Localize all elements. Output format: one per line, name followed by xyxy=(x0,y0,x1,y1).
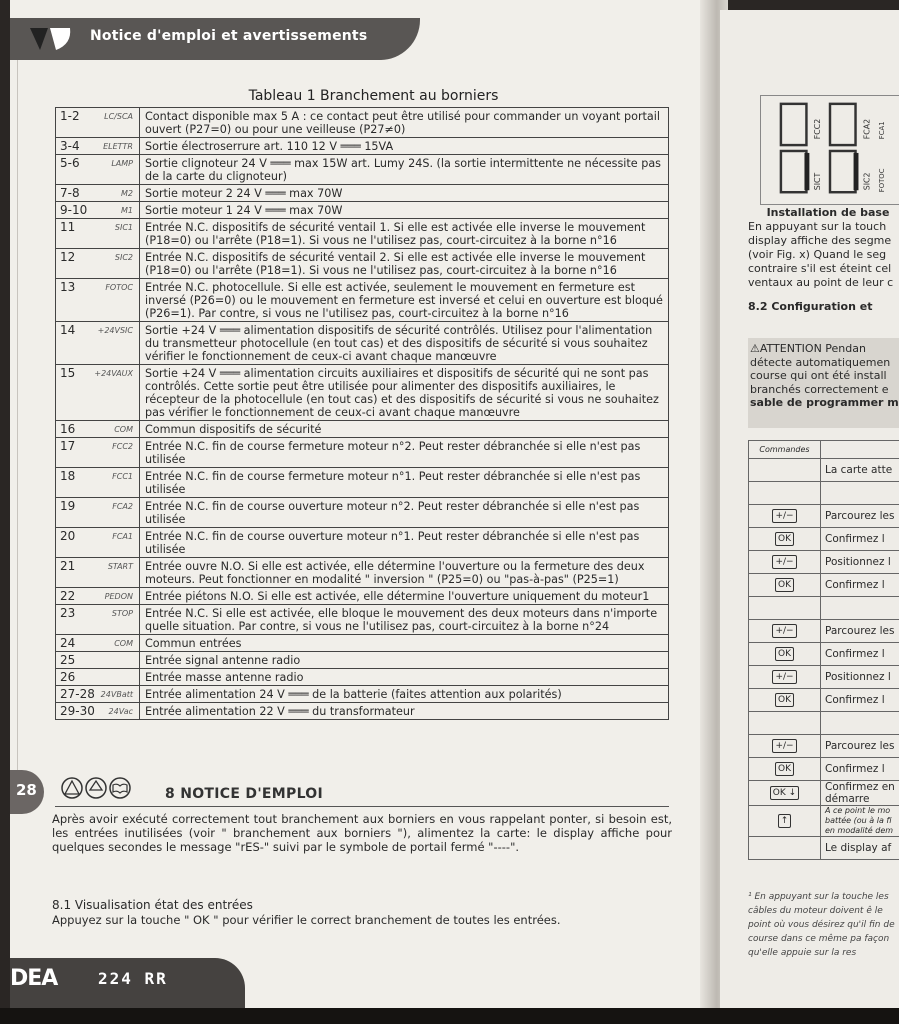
command-header: Commandes xyxy=(749,441,821,459)
subsection-title: 8.1 Visualisation état des entrées xyxy=(52,898,253,912)
command-action: A ce point le mo battée (ou à la fi en modalité dem xyxy=(821,806,899,837)
terminal-number: 15 xyxy=(60,366,76,380)
command-header xyxy=(821,441,899,459)
table-row xyxy=(56,138,669,155)
terminal-description: Entrée N.C. fin de course fermeture moteur n°1. Peut rester débranchée si elle n'est pas utilisée xyxy=(140,468,669,498)
left-page xyxy=(10,0,707,1024)
terminal-symbol: START xyxy=(107,562,133,571)
table-row xyxy=(56,108,669,138)
attention-line: détecte automatiquemen xyxy=(750,355,891,369)
button-icon: +/− xyxy=(772,670,796,684)
table-row xyxy=(749,441,899,459)
warning-book-icons xyxy=(60,776,160,800)
table-row xyxy=(749,666,899,689)
terminal-description: Entrée alimentation 24 V ═══ de la batterie (faites attention aux polarités) xyxy=(140,686,669,703)
table-row xyxy=(56,438,669,468)
command-key xyxy=(749,837,821,860)
table-row xyxy=(56,219,669,249)
intro-paragraph: Après avoir exécuté correctement tout branchement aux borniers en vous rappelant ponter, si besoin est, les entrées inutilisées (voir " branchement aux borniers "), alimentez la carte: le display affiche pour quelques secondes le message "rES-" suivi par le symbole de portail fermé "----". xyxy=(52,812,672,854)
terminal-number: 29-30 xyxy=(60,704,95,718)
terminal-number: 9-10 xyxy=(60,203,88,217)
terminal-description: Entrée alimentation 22 V ═══ du transformateur xyxy=(140,703,669,720)
command-key xyxy=(749,597,821,620)
terminal-symbol: FCC1 xyxy=(112,472,133,481)
terminal-cell xyxy=(56,279,140,322)
table-title: Tableau 1 Branchement au borniers xyxy=(248,88,499,104)
terminal-description: Entrée N.C. Si elle est activée, elle bloque le mouvement des deux moteurs dans n'importe quelle situation. Par contre, si vous ne l'utilisez pas, court-circuitez à la borne n°24 xyxy=(140,605,669,635)
command-action: Confirmez l xyxy=(821,528,899,551)
terminal-symbol: SIC2 xyxy=(114,253,133,262)
right-text-line: En appuyant sur la touch xyxy=(748,220,887,233)
button-icon: OK xyxy=(775,693,794,707)
terminal-description: Entrée signal antenne radio xyxy=(140,652,669,669)
table-row xyxy=(56,202,669,219)
table-row xyxy=(749,837,899,860)
button-icon: OK ↓ xyxy=(770,786,799,800)
right-text-line: ventaux au point de leur c xyxy=(748,276,894,289)
command-action: Parcourez les xyxy=(821,735,899,758)
table-row xyxy=(56,322,669,365)
terminal-cell xyxy=(56,635,140,652)
table-row xyxy=(749,781,899,806)
command-action xyxy=(821,482,899,505)
command-action: Positionnez l xyxy=(821,551,899,574)
display-label: SICT xyxy=(813,172,823,191)
attention-line: course qui ont été install xyxy=(750,369,887,382)
command-action xyxy=(821,712,899,735)
terminal-cell xyxy=(56,652,140,669)
table-row xyxy=(749,551,899,574)
button-icon: ↑ xyxy=(778,814,792,828)
terminal-description: Commun dispositifs de sécurité xyxy=(140,421,669,438)
bottom-shadow xyxy=(0,1008,899,1024)
table-row xyxy=(56,558,669,588)
command-action: Confirmez l xyxy=(821,643,899,666)
terminal-symbol: PEDON xyxy=(104,592,133,601)
table-row xyxy=(56,279,669,322)
display-label: FCA1 xyxy=(878,121,886,140)
terminal-description: Sortie clignoteur 24 V ═══ max 15W art. Lumy 24S. (la sortie intermittente ne nécessite pas de la carte du clignoteur) xyxy=(140,155,669,185)
table-row xyxy=(56,652,669,669)
table-row xyxy=(56,703,669,720)
terminal-description: Sortie +24 V ═══ alimentation dispositifs de sécurité contrôlés. Utilisez pour l'alimentation du transmetteur photocellule (en tout cas) et des dispositifs de sécurité si vous souhaitez vérifier le fonctionnement de ceux-ci avant chaque manœuvre xyxy=(140,322,669,365)
terminal-cell xyxy=(56,219,140,249)
terminal-number: 17 xyxy=(60,439,76,453)
terminal-cell xyxy=(56,438,140,468)
command-action: Le display af xyxy=(821,837,899,860)
terminal-symbol: 24Vac xyxy=(108,707,133,716)
terminal-symbol: COM xyxy=(114,639,133,648)
terminal-number: 24 xyxy=(60,636,76,650)
table-row xyxy=(749,505,899,528)
command-action: Confirmez l xyxy=(821,689,899,712)
section-title: 8 NOTICE D'EMPLOI xyxy=(165,786,323,802)
right-text-block xyxy=(748,206,899,314)
command-key xyxy=(749,505,821,528)
right-text-line: (voir Fig. x) Quand le seg xyxy=(748,248,887,261)
button-icon: OK xyxy=(775,647,794,661)
footer-brand: DEA xyxy=(10,966,58,991)
command-key xyxy=(749,666,821,689)
terminal-number: 12 xyxy=(60,250,76,264)
terminal-description: Sortie moteur 2 24 V ═══ max 70W xyxy=(140,185,669,202)
button-icon: +/− xyxy=(772,555,796,569)
button-icon: +/− xyxy=(772,509,796,523)
attention-box xyxy=(748,338,899,428)
terminal-description: Entrée masse antenne radio xyxy=(140,669,669,686)
command-key xyxy=(749,712,821,735)
table-row xyxy=(749,643,899,666)
terminal-number: 19 xyxy=(60,499,76,513)
terminal-number: 3-4 xyxy=(60,139,80,153)
terminal-cell xyxy=(56,669,140,686)
command-key xyxy=(749,620,821,643)
terminal-number: 1-2 xyxy=(60,109,80,123)
terminal-description: Entrée N.C. fin de course ouverture moteur n°2. Peut rester débranchée si elle n'est pas utilisée xyxy=(140,498,669,528)
terminal-number: 21 xyxy=(60,559,76,573)
terminal-number: 23 xyxy=(60,606,76,620)
terminal-description: Commun entrées xyxy=(140,635,669,652)
right-text-line: 8.2 Configuration et xyxy=(748,300,873,313)
terminal-symbol: FCA2 xyxy=(112,502,133,511)
terminal-cell xyxy=(56,686,140,703)
terminal-description: Entrée N.C. fin de course fermeture moteur n°2. Peut rester débranchée si elle n'est pas utilisée xyxy=(140,438,669,468)
command-key xyxy=(749,758,821,781)
terminal-description: Entrée N.C. photocellule. Si elle est activée, seulement le mouvement en fermeture est inversé (P26=0) ou le mouvement en fermeture est inversé et celui en ouverture est bloqué (P26=1). Par contre, si vous ne l'utilisez pas, court-circuitez à la borne n°16 xyxy=(140,279,669,322)
right-page xyxy=(720,10,899,1024)
terminal-cell xyxy=(56,322,140,365)
terminal-number: 18 xyxy=(60,469,76,483)
terminal-description: Entrée piétons N.O. Si elle est activée, elle détermine l'ouverture uniquement du moteur1 xyxy=(140,588,669,605)
table-row xyxy=(749,735,899,758)
terminal-description: Entrée ouvre N.O. Si elle est activée, elle détermine l'ouverture ou la fermeture des deux moteurs. Peut fonctionner en modalité " inversion " (P25=0) ou "pas-à-pas" (P25=1) xyxy=(140,558,669,588)
command-key xyxy=(749,459,821,482)
table-row xyxy=(749,459,899,482)
command-action: Positionnez l xyxy=(821,666,899,689)
terminal-cell xyxy=(56,202,140,219)
terminal-number: 13 xyxy=(60,280,76,294)
table-row xyxy=(749,482,899,505)
footer-model: 224 RR xyxy=(98,969,168,988)
terminal-cell xyxy=(56,365,140,421)
table-row xyxy=(749,574,899,597)
terminal-symbol: M1 xyxy=(121,206,133,215)
terminal-number: 20 xyxy=(60,529,76,543)
table-row xyxy=(56,468,669,498)
command-action: Confirmez en démarre xyxy=(821,781,899,806)
button-icon: OK xyxy=(775,578,794,592)
table-row xyxy=(56,185,669,202)
terminal-number: 11 xyxy=(60,220,76,234)
terminal-number: 5-6 xyxy=(60,156,80,170)
table-row xyxy=(56,155,669,185)
terminal-symbol: LC/SCA xyxy=(104,112,133,121)
terminal-description: Entrée N.C. dispositifs de sécurité ventail 1. Si elle est activée elle inverse le mouvement (P18=0) ou l'arrête (P18=1). Si vous ne l'utilisez pas, court-circuitez à la borne n°16 xyxy=(140,219,669,249)
terminal-cell xyxy=(56,468,140,498)
table-row xyxy=(749,689,899,712)
terminal-cell xyxy=(56,528,140,558)
terminal-number: 22 xyxy=(60,589,76,603)
table-row xyxy=(56,588,669,605)
terminal-symbol: FCA1 xyxy=(112,532,133,541)
terminal-cell xyxy=(56,498,140,528)
button-icon: OK xyxy=(775,532,794,546)
command-key xyxy=(749,574,821,597)
table-row xyxy=(56,249,669,279)
terminal-symbol: FCC2 xyxy=(112,442,133,451)
command-action: Parcourez les xyxy=(821,620,899,643)
table-row xyxy=(56,605,669,635)
table-row xyxy=(749,806,899,837)
display-diagram xyxy=(760,95,899,205)
table-row xyxy=(56,528,669,558)
page-edge xyxy=(10,60,18,780)
table-row xyxy=(749,620,899,643)
command-key xyxy=(749,781,821,806)
terminal-number: 14 xyxy=(60,323,76,337)
terminal-description: Contact disponible max 5 A : ce contact peut être utilisé pour commander un voyant portail ouvert (P27=0) ou pour une veilleuse (P27≠0) xyxy=(140,108,669,138)
terminal-cell xyxy=(56,558,140,588)
right-text-line: contraire s'il est éteint cel xyxy=(748,262,892,275)
table-row xyxy=(56,365,669,421)
terminal-cell xyxy=(56,155,140,185)
terminal-symbol: M2 xyxy=(121,189,133,198)
terminal-description: Entrée N.C. fin de course ouverture moteur n°1. Peut rester débranchée si elle n'est pas utilisée xyxy=(140,528,669,558)
header-band xyxy=(10,18,420,60)
command-action: Parcourez les xyxy=(821,505,899,528)
terminal-description: Sortie électroserrure art. 110 12 V ═══ 15VA xyxy=(140,138,669,155)
terminal-symbol: FOTOC xyxy=(105,283,133,292)
command-action: Confirmez l xyxy=(821,758,899,781)
table-row xyxy=(56,421,669,438)
table-row xyxy=(56,635,669,652)
command-action: La carte atte xyxy=(821,459,899,482)
command-key xyxy=(749,551,821,574)
terminal-cell xyxy=(56,249,140,279)
display-label: FCC2 xyxy=(813,118,823,140)
right-text-line: Installation de base xyxy=(766,206,890,219)
display-label: FCA2 xyxy=(862,118,872,140)
display-label: SIC2 xyxy=(862,172,872,191)
terminal-symbol: 24VBatt xyxy=(100,690,133,699)
terminal-cell xyxy=(56,185,140,202)
terminal-description: Sortie moteur 1 24 V ═══ max 70W xyxy=(140,202,669,219)
terminal-cell xyxy=(56,421,140,438)
table-row xyxy=(56,686,669,703)
footnote: ¹ En appuyant sur la touche les câbles du moteur doivent ê le point où vous désirez qu'il fin de course dans ce même pa façon qu'elle appuie sur la res xyxy=(748,892,895,958)
command-table xyxy=(748,440,899,860)
terminal-number: 27-28 xyxy=(60,687,95,701)
connection-table xyxy=(55,107,669,720)
terminal-number: 25 xyxy=(60,653,76,667)
terminal-number: 26 xyxy=(60,670,76,684)
terminal-symbol: LAMP xyxy=(111,159,133,168)
terminal-symbol: +24VAUX xyxy=(94,369,133,378)
command-key xyxy=(749,643,821,666)
terminal-symbol: COM xyxy=(114,425,133,434)
terminal-cell xyxy=(56,588,140,605)
table-row xyxy=(749,528,899,551)
header-title: Notice d'emploi et avertissements xyxy=(90,28,368,44)
terminal-symbol: SIC1 xyxy=(114,223,133,232)
attention-line: ⚠ATTENTION Pendan xyxy=(750,342,866,355)
command-action: Confirmez l xyxy=(821,574,899,597)
terminal-description: Sortie +24 V ═══ alimentation circuits auxiliaires et dispositifs de sécurité qui ne sont pas contrôlés. Cette sortie peut être utilisée pour alimenter des dispositifs auxiliaires, le récepteur de la photocellule (en tout cas) et des dispositifs de sécurité si vous ne souhaitez pas vérifier le fonctionnement de ceux-ci avant chaque manœuvre xyxy=(140,365,669,421)
table-row xyxy=(749,758,899,781)
terminal-cell xyxy=(56,138,140,155)
command-key xyxy=(749,482,821,505)
attention-line: sable de programmer m xyxy=(750,396,899,409)
command-key xyxy=(749,689,821,712)
button-icon: OK xyxy=(775,762,794,776)
terminal-symbol: ELETTR xyxy=(103,142,133,151)
terminal-cell xyxy=(56,108,140,138)
attention-line: branchés correctement e xyxy=(750,382,889,396)
subsection-text: Appuyez sur la touche " OK " pour vérifier le correct branchement de toutes les entrées. xyxy=(52,913,561,927)
dea-logo-icon xyxy=(26,24,74,54)
table-row xyxy=(56,498,669,528)
section-divider xyxy=(55,806,669,807)
terminal-symbol: +24VSIC xyxy=(97,326,133,335)
table-row xyxy=(749,597,899,620)
right-text-line: display affiche des segme xyxy=(748,234,892,247)
footer-band xyxy=(10,958,245,1008)
command-key xyxy=(749,735,821,758)
command-key xyxy=(749,528,821,551)
terminal-number: 16 xyxy=(60,422,76,436)
terminal-cell xyxy=(56,703,140,720)
table-row xyxy=(56,669,669,686)
display-label: FOTOC xyxy=(878,168,886,193)
page-number: 28 xyxy=(10,770,44,814)
terminal-cell xyxy=(56,605,140,635)
command-key xyxy=(749,806,821,837)
terminal-description: Entrée N.C. dispositifs de sécurité ventail 2. Si elle est activée elle inverse le mouvement (P18=0) ou l'arrête (P18=1). Si vous ne l'utilisez pas, court-circuitez à la borne n°16 xyxy=(140,249,669,279)
button-icon: +/− xyxy=(772,739,796,753)
terminal-symbol: STOP xyxy=(111,609,133,618)
terminal-number: 7-8 xyxy=(60,186,80,200)
command-action xyxy=(821,597,899,620)
button-icon: +/− xyxy=(772,624,796,638)
table-row xyxy=(749,712,899,735)
